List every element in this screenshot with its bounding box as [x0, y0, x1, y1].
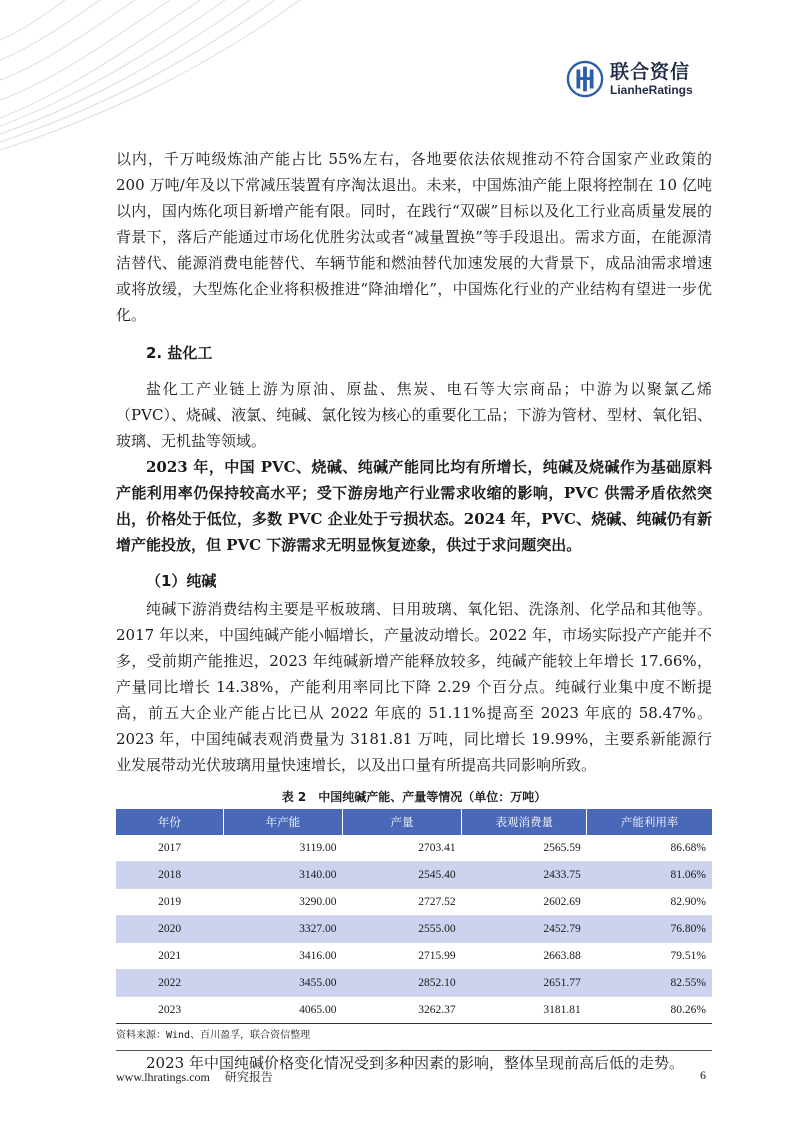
cell-capacity: 3416.00 [223, 943, 342, 970]
cell-output: 2727.52 [342, 889, 461, 916]
cell-consumption: 2433.75 [462, 862, 587, 889]
paragraph-price-trend: 2023 年中国纯碱价格变化情况受到多种因素的影响，整体呈现前高后低的走势。 [146, 1054, 684, 1072]
table-row [116, 862, 712, 889]
lianhe-logo-icon [566, 60, 604, 98]
cell-output: 2555.00 [342, 916, 461, 943]
cell-year: 2020 [116, 916, 223, 943]
paragraph-refining: 以内，千万吨级炼油产能占比 55%左右，各地要依法依规推动不符合国家产业政策的 200 万吨/年及以下常减压装置有序淘汰退出。未来，中国炼油产能上限将控制在 10 亿吨以内，国内炼化项目新增产能有限。同时，在践行“双碳”目标以及化工行业高质量发展的背景下，落后产能通过市场化优胜劣汰或者“减量置换”等手段退出。需求方面，在能源清洁替代、能源消费电能替代、车辆节能和燃油替代加速发展的大背景下，成品油需求增速或将放缓，大型炼化企业将积极推进“降油增化”，中国炼化行业的产业结构有望进一步优化。 [116, 150, 712, 324]
logo-chinese-name: 联合资信 [610, 61, 691, 83]
cell-year: 2019 [116, 889, 223, 916]
cell-capacity: 3119.00 [223, 835, 342, 862]
cell-output: 3262.37 [342, 997, 461, 1024]
cell-consumption: 2663.88 [462, 943, 587, 970]
cell-utilization: 81.06% [587, 862, 712, 889]
header-year: 年份 [116, 809, 223, 835]
report-body [116, 146, 712, 1076]
paragraph-soda-ash: 纯碱下游消费结构主要是平板玻璃、日用玻璃、氧化铝、洗涤剂、化学品和其他等。2017 年以来，中国纯碱产能小幅增长，产量波动增长。2022 年，市场实际投产产能并不多，受前期产能推迟，2023 年纯碱新增产能释放较多，纯碱产能较上年增长 17.66%，产量同比增长 14.38%，产能利用率同比下降 2.29 个百分点。纯碱行业集中度不断提高，前五大企业产能占比已从 2022 年底的 51.11%提高至 2023 年底的 58.47%。2023 年，中国纯碱表观消费量为 3181.81 万吨，同比增长 19.99%，主要系新能源行业发展带动光伏玻璃用量快速增长，以及出口量有所提高共同影响所致。 [116, 600, 712, 774]
cell-capacity: 3140.00 [223, 862, 342, 889]
cell-consumption: 2602.69 [462, 889, 587, 916]
footer-divider [116, 1050, 712, 1051]
page-number: 6 [700, 1068, 706, 1082]
cell-consumption: 2452.79 [462, 916, 587, 943]
table-header-row [116, 809, 712, 835]
header-output: 产量 [342, 809, 461, 835]
cell-consumption: 2565.59 [462, 835, 587, 862]
cell-capacity: 3455.00 [223, 970, 342, 997]
cell-utilization: 79.51% [587, 943, 712, 970]
table-source-note: 资料来源：Wind、百川盈孚，联合资信整理 [116, 1030, 311, 1041]
table-row [116, 970, 712, 997]
cell-consumption: 2651.77 [462, 970, 587, 997]
cell-capacity: 3327.00 [223, 916, 342, 943]
paragraph-salt-chain: 盐化工产业链上游为原油、原盐、焦炭、电石等大宗商品；中游为以聚氯乙烯（PVC）、烧碱、液氯、纯碱、氯化铵为核心的重要化工品；下游为管材、型材、氧化铝、玻璃、无机盐等领域。 [116, 380, 712, 450]
cell-year: 2018 [116, 862, 223, 889]
company-logo [566, 60, 693, 98]
header-utilization: 产能利用率 [587, 809, 712, 835]
header-consumption: 表观消费量 [462, 809, 587, 835]
footer-website: www.lhratings.com 研究报告 [116, 1070, 273, 1084]
paragraph-key-findings: 2023 年，中国 PVC、烧碱、纯碱产能同比均有所增长，纯碱及烧碱作为基础原料产能利用率仍保持较高水平；受下游房地产行业需求收缩的影响，PVC 供需矛盾依然突出，价格处于低位，多数 PVC 企业处于亏损状态。2024 年，PVC、烧碱、纯碱仍有新增产能投放，但 PVC 下游需求无明显恢复迹象，供过于求问题突出。 [116, 458, 712, 554]
section-heading-salt-chemical: 2. 盐化工 [146, 344, 213, 362]
table-row [116, 889, 712, 916]
header-capacity: 年产能 [223, 809, 342, 835]
cell-year: 2022 [116, 970, 223, 997]
table-row [116, 916, 712, 943]
cell-output: 2715.99 [342, 943, 461, 970]
cell-utilization: 82.90% [587, 889, 712, 916]
table-row [116, 943, 712, 970]
table-row [116, 835, 712, 862]
cell-output: 2852.10 [342, 970, 461, 997]
table-row [116, 997, 712, 1024]
corner-decoration [0, 0, 330, 150]
cell-year: 2021 [116, 943, 223, 970]
cell-utilization: 82.55% [587, 970, 712, 997]
table-caption: 表 2 中国纯碱产能、产量等情况（单位：万吨） [281, 790, 547, 804]
logo-english-name: LianheRatings [610, 83, 693, 97]
cell-utilization: 76.80% [587, 916, 712, 943]
cell-year: 2017 [116, 835, 223, 862]
subsection-heading-soda-ash: （1）纯碱 [146, 572, 217, 590]
cell-capacity: 3290.00 [223, 889, 342, 916]
cell-output: 2545.40 [342, 862, 461, 889]
cell-capacity: 4065.00 [223, 997, 342, 1024]
cell-consumption: 3181.81 [462, 997, 587, 1024]
cell-output: 2703.41 [342, 835, 461, 862]
cell-year: 2023 [116, 997, 223, 1024]
cell-utilization: 80.26% [587, 997, 712, 1024]
cell-utilization: 86.68% [587, 835, 712, 862]
soda-ash-capacity-table [116, 809, 712, 1024]
